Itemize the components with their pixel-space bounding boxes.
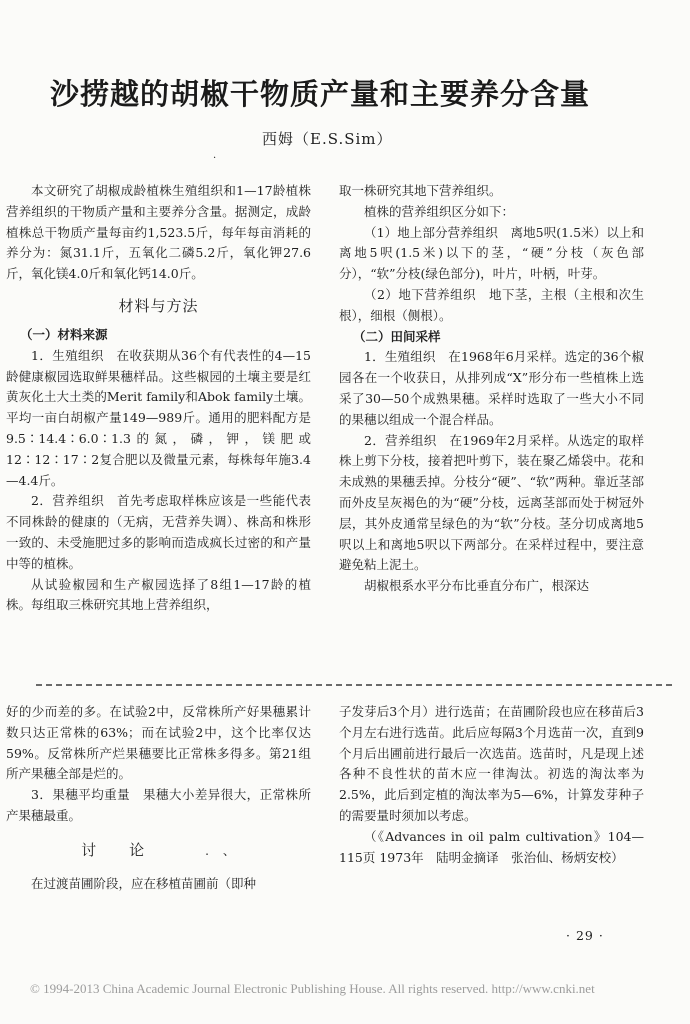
plant-selection-paragraph: 从试验椒园和生产椒园选择了8组1—17龄的植株。每组取三株研究其地上营养组织，: [6, 576, 311, 613]
material-source-heading: （一）材料来源: [20, 326, 108, 342]
column-left-bottom: [6, 702, 311, 895]
page-number: · 29 ·: [566, 928, 604, 943]
plant-selection-continued: 取一株研究其地下营养组织。: [339, 183, 502, 198]
fruit-weight-paragraph: 3．果穗平均重量 果穗大小差异很大，正常株所产果穗最重。: [6, 787, 311, 823]
reproductive-tissue-paragraph: 1．生殖组织 在收获期从36个有代表性的4—15龄健康椒园选取鲜果穗样品。这些椒园的土壤主要是红黄灰化土大土类的Merit family和Abok family土壤。平均一亩白胡椒产量149—989斤。通用的肥料配方是9.5∶14.4∶6.0∶1.3的氮，磷，钾，镁肥或12∶12∶17∶2复合肥以及微量元素，每株每年施3.4—4.4斤。: [6, 347, 311, 488]
fruit-quality-paragraph: 好的少而差的多。在试验2中，反常株所产好果穗累计数只达正常株的63%；而在试验2中，这个比率仅达59%。反常株所产烂果穗要比正常株多得多。第21组所产果穗全部是烂的。: [6, 704, 311, 782]
root-distribution-paragraph: 胡椒根系水平分布比垂直分布广，根深达: [364, 578, 590, 594]
author-line: 西姆（E.S.Sim）: [262, 130, 393, 148]
vegetative-tissue-paragraph: 2．营养组织 首先考虑取样株应该是一些能代表不同株龄的健康的（无病，无营养失调）、株高和株形一致的、未受施肥过多的影响而造成疯长过密的和产量中等的植株。: [6, 493, 311, 571]
discussion-marks: . 、: [205, 843, 236, 858]
materials-methods-heading: 材料与方法: [118, 296, 199, 315]
discussion-title: 讨 论: [81, 840, 146, 859]
above-ground-tissue-paragraph: （1）地上部分营养组织 离地5呎(1.5米）以上和离地5呎(1.5米)以下的茎，“硬”分枝（灰色部分），“软”分枝(绿色部分)，叶片，叶柄，叶芽。: [339, 224, 644, 282]
field-vegetative-paragraph: 2．营养组织 在1969年2月采样。从选定的取样株上剪下分枝，接着把叶剪下，装在聚乙烯袋中。花和未成熟的果穗丢掉。分枝分“硬”、“软”两种。靠近茎部而外皮呈灰褐色的为“硬”分枝，远离茎部而处于树冠外层，其外皮通常呈绿色的为“软”分枝。茎分切成离地5呎以上和离地5呎以下两部分。在采样过程中，要注意避免粘上泥土。: [339, 432, 644, 573]
article-title: 沙捞越的胡椒干物质产量和主要养分含量: [50, 77, 591, 111]
abstract-paragraph: 本文研究了胡椒成龄植株生殖组织和1—17龄植株营养组织的干物质产量和主要养分含量。据测定，成龄植株总干物质产量每亩约1,523.5斤，每年每亩消耗的养分为：氮31.1斤，五氧化二磷5.2斤，氧化钾27.6斤，氧化镁4.0斤和氧化钙14.0斤。: [6, 183, 311, 282]
field-reproductive-paragraph: 1．生殖组织 在1968年6月采样。选定的36个椒园各在一个收获日，从排列成“X”形分布一些植株上选采了30—50个成熟果穗。采样时选取了一些大小不同的果穗以组成一个混合样品。: [339, 349, 644, 427]
column-left-top: [6, 181, 311, 616]
discussion-heading: [6, 827, 311, 874]
below-ground-tissue-paragraph: （2）地下营养组织 地下茎，主根（主根和次生根），细根（侧根）。: [339, 286, 644, 323]
seedling-selection-paragraph: 子发芽后3个月）进行选苗；在苗圃阶段也应在移苗后3个月左右进行选苗。此后应每隔3个月选苗一次，直到9个月后出圃前进行最后一次选苗。选苗时，凡是现上述各种不良性状的苗木应一律淘汰。初选的淘汰率为2.5%，此后到定植的淘汰率为5—6%，计算发芽种子的需要量时须加以考虑。: [339, 704, 644, 823]
field-sampling-heading: （二）田间采样: [353, 328, 441, 344]
author-dot-mark: .: [213, 150, 217, 161]
article-divider: [36, 684, 672, 686]
nursery-selection-paragraph: 在过渡苗圃阶段，应在移植苗圃前（即种: [31, 875, 257, 891]
copyright-notice: © 1994-2013 China Academic Journal Electronic Publishing House. All rights reserved. http://www.cnki.net: [30, 981, 595, 996]
vegetative-parts-intro: 植株的营养组织区分如下：: [364, 203, 515, 219]
citation-text: （《Advances in oil palm cultivation》104—115页 1973年 陆明金摘译 张治仙、杨炳安校）: [339, 828, 644, 865]
column-right-top: [339, 181, 644, 597]
column-right-bottom: [339, 702, 644, 868]
